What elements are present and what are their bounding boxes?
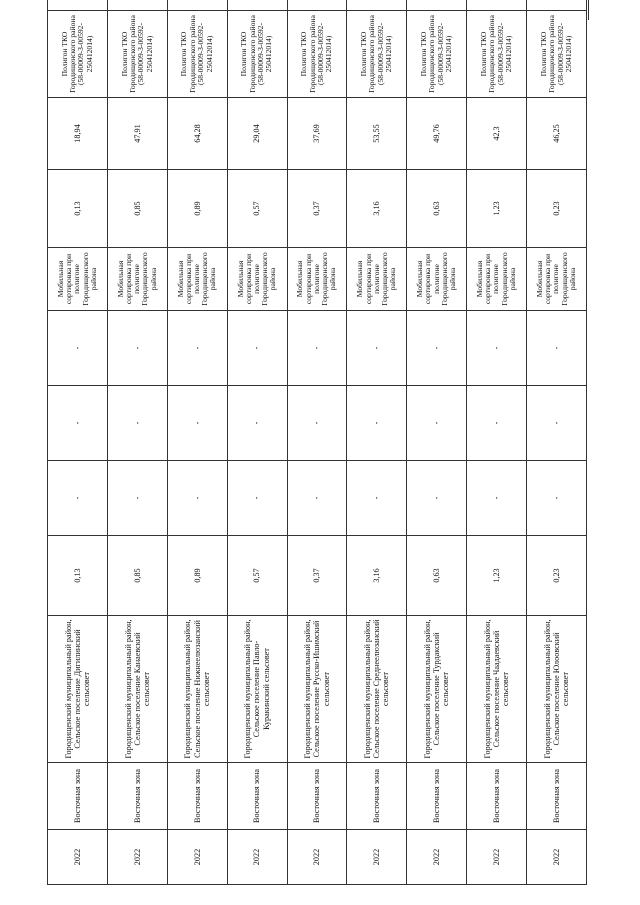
sorted-mass-cell: 0,13 <box>48 170 108 248</box>
distance-cell: 37,69 <box>287 98 347 170</box>
zone-cell: Восточная зона <box>167 763 227 830</box>
mass-cell: 0,37 <box>287 536 347 616</box>
sorting-facility-cell: Мобильная сортировка при полигоне Городищенского района <box>467 248 527 311</box>
empty-cell: - <box>48 311 108 386</box>
table-row <box>527 0 587 885</box>
year-cell: 2022 <box>347 830 407 885</box>
disposed-mass-cell <box>527 0 587 11</box>
empty-cell: - <box>287 461 347 536</box>
empty-cell: - <box>467 461 527 536</box>
sorted-mass-cell: 3,16 <box>347 170 407 248</box>
distance-cell: 47,91 <box>107 98 167 170</box>
disposed-mass-cell <box>167 0 227 11</box>
municipality-cell: Городищенский муниципальный район, Сельское поселение Нижнеелюзанский сельсовет <box>167 616 227 763</box>
empty-cell: - <box>407 461 467 536</box>
sorted-mass-cell: 0,85 <box>107 170 167 248</box>
year-cell: 2022 <box>467 830 527 885</box>
table-row <box>107 0 167 885</box>
distance-cell: 64,28 <box>167 98 227 170</box>
distance-cell: 18,94 <box>48 98 108 170</box>
year-cell: 2022 <box>227 830 287 885</box>
zone-cell: Восточная зона <box>347 763 407 830</box>
sorting-facility-cell: Мобильная сортировка при полигоне Городищенского района <box>287 248 347 311</box>
sorting-facility-cell: Мобильная сортировка при полигоне Городищенского района <box>167 248 227 311</box>
rotated-table-wrapper <box>47 15 587 885</box>
sorting-facility-cell: Мобильная сортировка при полигоне Городищенского района <box>407 248 467 311</box>
mass-cell: 0,57 <box>227 536 287 616</box>
empty-cell: - <box>287 311 347 386</box>
municipality-cell: Городищенский муниципальный район, Сельское поселение Чаадаевский сельсовет <box>467 616 527 763</box>
zone-cell: Восточная зона <box>527 763 587 830</box>
polygon-cell: Полигон ТКО Городищенского района (58-00009-З-00592-250412014) <box>407 11 467 98</box>
zone-cell: Восточная зона <box>107 763 167 830</box>
sorting-facility-cell: Мобильная сортировка при полигоне Городищенского района <box>107 248 167 311</box>
mass-cell: 0,13 <box>48 536 108 616</box>
empty-cell: - <box>467 386 527 461</box>
polygon-cell: Полигон ТКО Городищенского района (58-00009-З-00592-250412014) <box>527 11 587 98</box>
mass-cell: 0,63 <box>407 536 467 616</box>
polygon-cell: Полигон ТКО Городищенского района (58-00009-З-00592-250412014) <box>107 11 167 98</box>
empty-cell: - <box>407 386 467 461</box>
empty-cell: - <box>167 311 227 386</box>
table-row <box>287 0 347 885</box>
municipality-cell: Городищенский муниципальный район, Сельское поселение Юлоовский сельсовет <box>527 616 587 763</box>
year-cell: 2022 <box>527 830 587 885</box>
zone-cell: Восточная зона <box>287 763 347 830</box>
empty-cell: - <box>167 386 227 461</box>
empty-cell: - <box>527 386 587 461</box>
empty-cell: - <box>347 386 407 461</box>
zone-cell: Восточная зона <box>227 763 287 830</box>
distance-cell: 42,3 <box>467 98 527 170</box>
year-cell: 2022 <box>107 830 167 885</box>
empty-cell: - <box>167 461 227 536</box>
empty-cell: - <box>467 311 527 386</box>
sorting-facility-cell: Мобильная сортировка при полигоне Городищенского района <box>48 248 108 311</box>
empty-cell: - <box>347 311 407 386</box>
sorted-mass-cell: 0,63 <box>407 170 467 248</box>
polygon-cell: Полигон ТКО Городищенского района (58-00009-З-00592-250412014) <box>227 11 287 98</box>
distance-cell: 53,55 <box>347 98 407 170</box>
empty-cell: - <box>227 386 287 461</box>
table-row <box>407 0 467 885</box>
disposed-mass-cell <box>287 0 347 11</box>
municipality-cell: Городищенский муниципальный район, Сельское поселение Павло-Куракинский сельсовет <box>227 616 287 763</box>
empty-cell: - <box>107 386 167 461</box>
sorted-mass-cell: 0,23 <box>527 170 587 248</box>
empty-cell: - <box>347 461 407 536</box>
mass-cell: 1,23 <box>467 536 527 616</box>
polygon-cell: Полигон ТКО Городищенского района (58-00009-З-00592-250412014) <box>467 11 527 98</box>
municipality-cell: Городищенский муниципальный район, Сельское поселение Канаевский сельсовет <box>107 616 167 763</box>
disposed-mass-cell <box>48 0 108 11</box>
table-row <box>167 0 227 885</box>
sorted-mass-cell: 0,57 <box>227 170 287 248</box>
distance-cell: 49,76 <box>407 98 467 170</box>
table-row <box>347 0 407 885</box>
sorting-facility-cell: Мобильная сортировка при полигоне Городищенского района <box>527 248 587 311</box>
distance-cell: 46,25 <box>527 98 587 170</box>
empty-cell: - <box>107 461 167 536</box>
empty-cell: - <box>407 311 467 386</box>
sorted-mass-cell: 1,23 <box>467 170 527 248</box>
distance-cell: 29,04 <box>227 98 287 170</box>
polygon-cell: Полигон ТКО Городищенского района (58-00009-З-00592-250412014) <box>167 11 227 98</box>
disposed-mass-cell <box>407 0 467 11</box>
municipality-cell: Городищенский муниципальный район, Сельское поселение Дигилинский сельсовет <box>48 616 108 763</box>
year-cell: 2022 <box>48 830 108 885</box>
mass-cell: 0,89 <box>167 536 227 616</box>
empty-cell: - <box>527 311 587 386</box>
zone-cell: Восточная зона <box>467 763 527 830</box>
sorted-mass-cell: 0,89 <box>167 170 227 248</box>
sorted-mass-cell: 0,37 <box>287 170 347 248</box>
disposed-mass-cell <box>347 0 407 11</box>
table-row <box>48 0 108 885</box>
zone-cell: Восточная зона <box>407 763 467 830</box>
mass-cell: 0,85 <box>107 536 167 616</box>
empty-cell: - <box>227 311 287 386</box>
municipality-cell: Городищенский муниципальный район, Сельское поселение Среднеелюзанский сельсовет <box>347 616 407 763</box>
sorting-facility-cell: Мобильная сортировка при полигоне Городищенского района <box>347 248 407 311</box>
table-row <box>227 0 287 885</box>
year-cell: 2022 <box>407 830 467 885</box>
mass-cell: 0,23 <box>527 536 587 616</box>
year-cell: 2022 <box>167 830 227 885</box>
municipality-cell: Городищенский муниципальный район, Сельское поселение Русско-Ишимский сельсовет <box>287 616 347 763</box>
empty-cell: - <box>107 311 167 386</box>
empty-cell: - <box>527 461 587 536</box>
polygon-cell: Полигон ТКО Городищенского района (58-00009-З-00592-250412014) <box>347 11 407 98</box>
polygon-cell: Полигон ТКО Городищенского района (58-00009-З-00592-250412014) <box>287 11 347 98</box>
municipality-cell: Городищенский муниципальный район, Сельское поселение Турдакский сельсовет <box>407 616 467 763</box>
empty-cell: - <box>48 461 108 536</box>
sorting-facility-cell: Мобильная сортировка при полигоне Городищенского района <box>227 248 287 311</box>
disposed-mass-cell <box>227 0 287 11</box>
mass-cell: 3,16 <box>347 536 407 616</box>
disposed-mass-cell <box>467 0 527 11</box>
zone-cell: Восточная зона <box>48 763 108 830</box>
empty-cell: - <box>287 386 347 461</box>
table-row <box>467 0 527 885</box>
year-cell: 2022 <box>287 830 347 885</box>
waste-flow-table <box>47 0 587 885</box>
table-body <box>48 0 587 885</box>
empty-cell: - <box>48 386 108 461</box>
disposed-mass-cell <box>107 0 167 11</box>
polygon-cell: Полигон ТКО Городищенского района (58-00009-З-00592-250412014) <box>48 11 108 98</box>
empty-cell: - <box>227 461 287 536</box>
